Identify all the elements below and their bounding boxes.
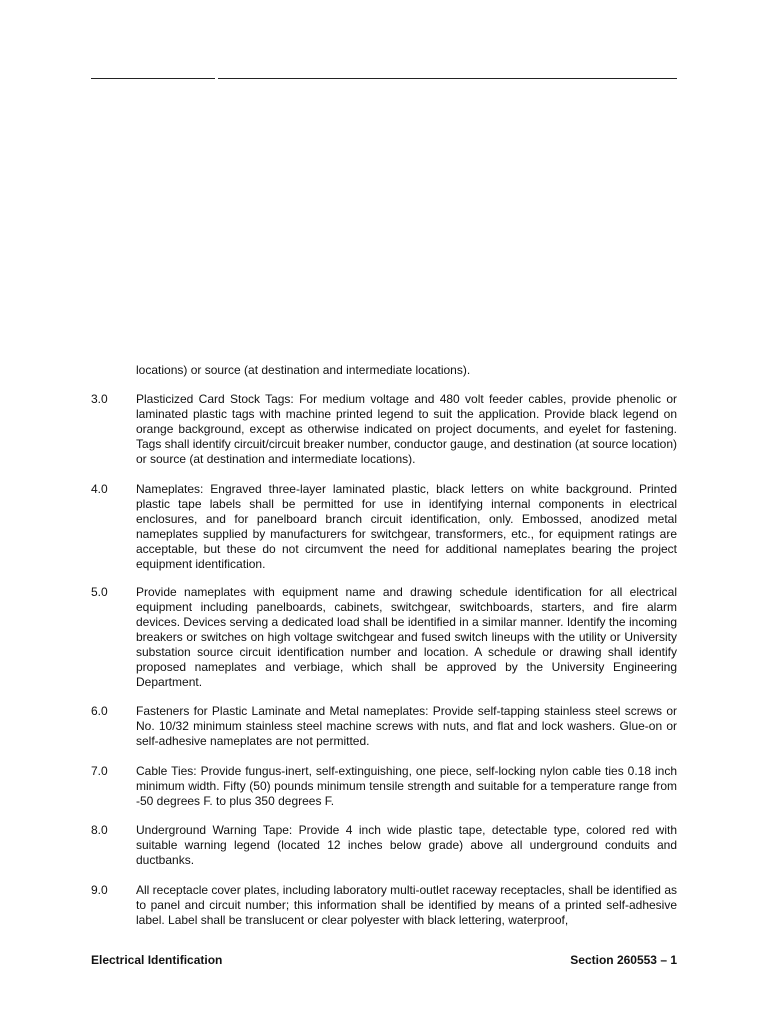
item-text: Provide nameplates with equipment name and drawing schedule identification for all electrical equipment including panelboards, cabinets, switchgear, switchboards, starters, and fire alarm devices. Devices serving a dedicated load shall be identified in a similar manner. Identify the incoming breakers or switches on high voltage switchgear and fused switch lineups with the utility or University substation source circuit identification number and location. A schedule or drawing shall identify proposed nameplates and verbiage, which shall be approved by the University Engineering Department. <box>136 585 677 689</box>
list-item <box>91 392 677 467</box>
item-text: All receptacle cover plates, including laboratory multi-outlet raceway receptacles, shall be identified as to panel and circuit number; this information shall be identified by means of a printed self-adhesive label. Label shall be translucent or clear polyester with black lettering, waterproof, <box>136 883 677 927</box>
list-item <box>91 585 677 690</box>
item-text: Plasticized Card Stock Tags: For medium voltage and 480 volt feeder cables, provide phenolic or laminated plastic tags with machine printed legend to suit the application. Provide black legend on orange background, except as otherwise indicated on project documents, and eyelet for fastening. Tags shall identify circuit/circuit breaker number, conductor gauge, and destination (at source location) or source (at destination and intermediate locations). <box>136 392 677 466</box>
item-number: 7.0 <box>91 764 108 778</box>
list-item <box>91 823 677 868</box>
item-text: Underground Warning Tape: Provide 4 inch wide plastic tape, detectable type, colored red with suitable warning legend (located 12 inches below grade) above all underground conduits and ductbanks. <box>136 823 677 867</box>
footer-section-page: Section 260553 – 1 <box>570 953 677 967</box>
item-number: 3.0 <box>91 392 108 406</box>
item-text: Fasteners for Plastic Laminate and Metal nameplates: Provide self-tapping stainless steel screws or No. 10/32 minimum stainless steel machine screws with nuts, and flat and lock washers. Glue-on or self-adhesive nameplates are not permitted. <box>136 704 677 748</box>
continuation-paragraph <box>91 363 677 378</box>
item-number: 6.0 <box>91 704 108 718</box>
item-text: Nameplates: Engraved three-layer laminated plastic, black letters on white background. Printed plastic tape labels shall be permitted for use in identifying internal components in electrical enclosures, and for panelboard branch circuit identification, only. Embossed, anodized metal nameplates supplied by manufacturers for switchgear, transformers, etc., for equipment ratings are acceptable, but these do not circumvent the need for additional nameplates bearing the project equipment identification. <box>136 482 677 571</box>
page-footer <box>91 953 677 967</box>
header-rule-right <box>218 78 677 79</box>
continuation-text: locations) or source (at destination and intermediate locations). <box>136 363 471 377</box>
list-item <box>91 704 677 749</box>
item-number: 4.0 <box>91 482 108 496</box>
list-item <box>91 482 677 572</box>
item-number: 9.0 <box>91 883 108 897</box>
item-text: Cable Ties: Provide fungus-inert, self-extinguishing, one piece, self-locking nylon cable ties 0.18 inch minimum width. Fifty (50) pounds minimum tensile strength and suitable for a temperature range from -50 degrees F. to plus 350 degrees F. <box>136 764 677 808</box>
item-number: 5.0 <box>91 585 108 599</box>
item-number: 8.0 <box>91 823 108 837</box>
list-item <box>91 883 677 928</box>
footer-title: Electrical Identification <box>91 953 223 967</box>
header-rule-left <box>91 78 215 79</box>
list-item <box>91 764 677 809</box>
